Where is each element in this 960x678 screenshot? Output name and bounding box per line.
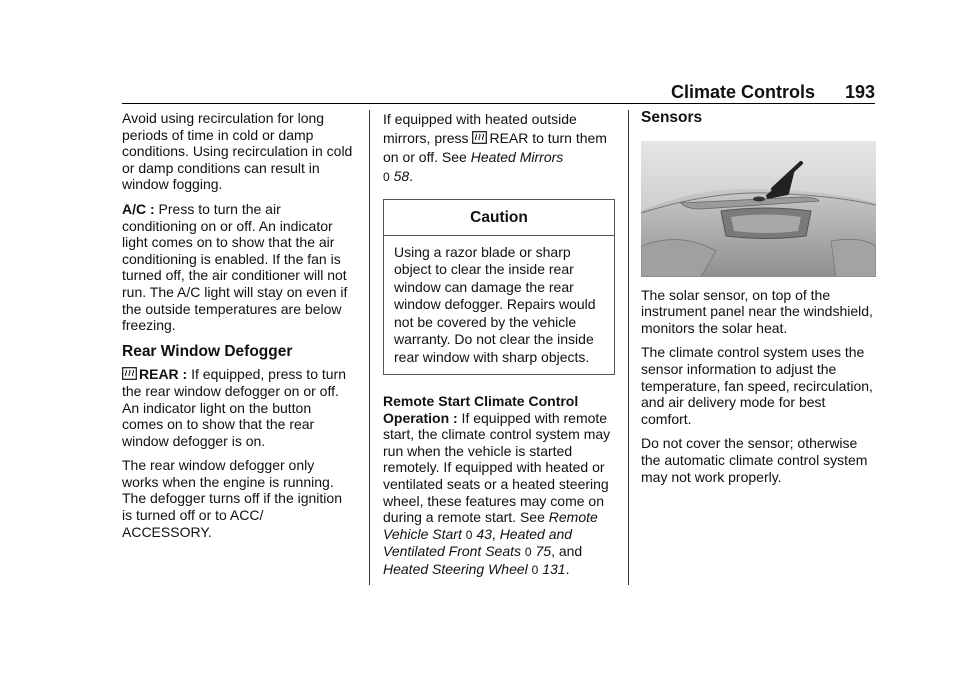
- mirrors-end: .: [409, 168, 414, 184]
- column-divider: [628, 110, 629, 585]
- page-header: [0, 82, 875, 104]
- solar-sensor-illustration: [641, 141, 876, 277]
- page-ref-symbol: 0: [524, 545, 532, 560]
- column-1: [122, 110, 354, 548]
- caution-title: Caution: [384, 200, 614, 236]
- rear-defogger-icon: [472, 131, 487, 144]
- page-ref-symbol: 0: [465, 527, 473, 542]
- separator: , and: [551, 543, 583, 560]
- page-number: 193: [844, 82, 875, 102]
- column-3: [641, 110, 876, 493]
- sensor-information-paragraph: The climate control system uses the sensor information to adjust the temperature, fan speed, recirculation, and air delivery mode for best comfort.: [641, 344, 873, 427]
- ac-text: Press to turn the air conditioning on or off. An indicator light comes on to show that the air conditioning is enabled. If the fan is turned off, the air conditioner will not run. The A/C light will stay on even if the outside temperatures are below freezing.: [122, 200, 348, 334]
- period: .: [565, 561, 570, 578]
- rear-text: If equipped, press to turn the rear window defogger on or off. An indicator light on the button comes on to show that the rear window defogger is on.: [122, 366, 346, 449]
- remote-vehicle-start-link[interactable]: Remote Vehicle Start: [383, 509, 598, 542]
- caution-box: [383, 199, 615, 375]
- remote-start-paragraph: [383, 393, 615, 579]
- heated-seats-link[interactable]: Heated and Ventilated Front Seats: [383, 525, 573, 560]
- heated-steering-wheel-page[interactable]: 131: [542, 561, 566, 578]
- ac-paragraph: [122, 201, 354, 334]
- mirrors-text-a: If equipped with heated outside mirrors, press: [383, 111, 577, 146]
- column-2: [383, 110, 615, 587]
- recirculation-paragraph: Avoid using recirculation for long periods of time in cold or damp conditions. Using recirculation in cold or damp conditions can result in window fogging.: [122, 110, 353, 193]
- mirrors-text-b: REAR to turn them on or off. See: [383, 130, 607, 165]
- heated-mirrors-link[interactable]: Heated Mirrors: [470, 149, 564, 165]
- column-divider: [369, 110, 370, 585]
- header-rule: [122, 103, 875, 104]
- remote-start-text: If equipped with remote start, the climate control system may run when the vehicle is started remotely. If equipped with heated or ventilated seats or a heated steering wheel, these features may come on during a remote start. See: [383, 409, 611, 526]
- heated-steering-wheel-link[interactable]: Heated Steering Wheel: [383, 561, 528, 578]
- do-not-cover-paragraph: Do not cover the sensor; otherwise the automatic climate control system may not work properly.: [641, 435, 868, 485]
- solar-sensor-paragraph: The solar sensor, on top of the instrument panel near the windshield, monitors the solar heat.: [641, 286, 873, 336]
- section-title: Climate Controls: [670, 82, 815, 102]
- heated-mirrors-paragraph: [383, 110, 615, 187]
- ac-label: A/C :: [122, 200, 155, 217]
- defogger-engine-paragraph: The rear window defogger only works when the engine is running. The defogger turns off if the ignition is turned off or to ACC/ ACCESSORY.: [122, 457, 342, 540]
- sensors-heading: Sensors: [641, 109, 703, 126]
- heated-mirrors-page[interactable]: 58: [393, 168, 410, 184]
- rear-label: REAR :: [139, 366, 188, 383]
- page-ref-symbol: 0: [383, 170, 390, 184]
- rear-defogger-heading: Rear Window Defogger: [122, 342, 293, 360]
- separator: ,: [491, 525, 500, 542]
- caution-text: Using a razor blade or sharp object to clear the inside rear window can damage the rear window defogger. Repairs would not be covered by the vehicle warranty. Do not clear the inside rear window with sharp objects.: [394, 243, 596, 365]
- heated-seats-page[interactable]: 75: [535, 543, 552, 560]
- remote-start-label: Remote Start Climate Control Operation :: [383, 393, 579, 426]
- rear-paragraph: [122, 366, 354, 449]
- rear-defogger-icon: [122, 367, 137, 380]
- page-ref-symbol: 0: [531, 563, 539, 578]
- remote-vehicle-start-page[interactable]: 43: [476, 525, 492, 542]
